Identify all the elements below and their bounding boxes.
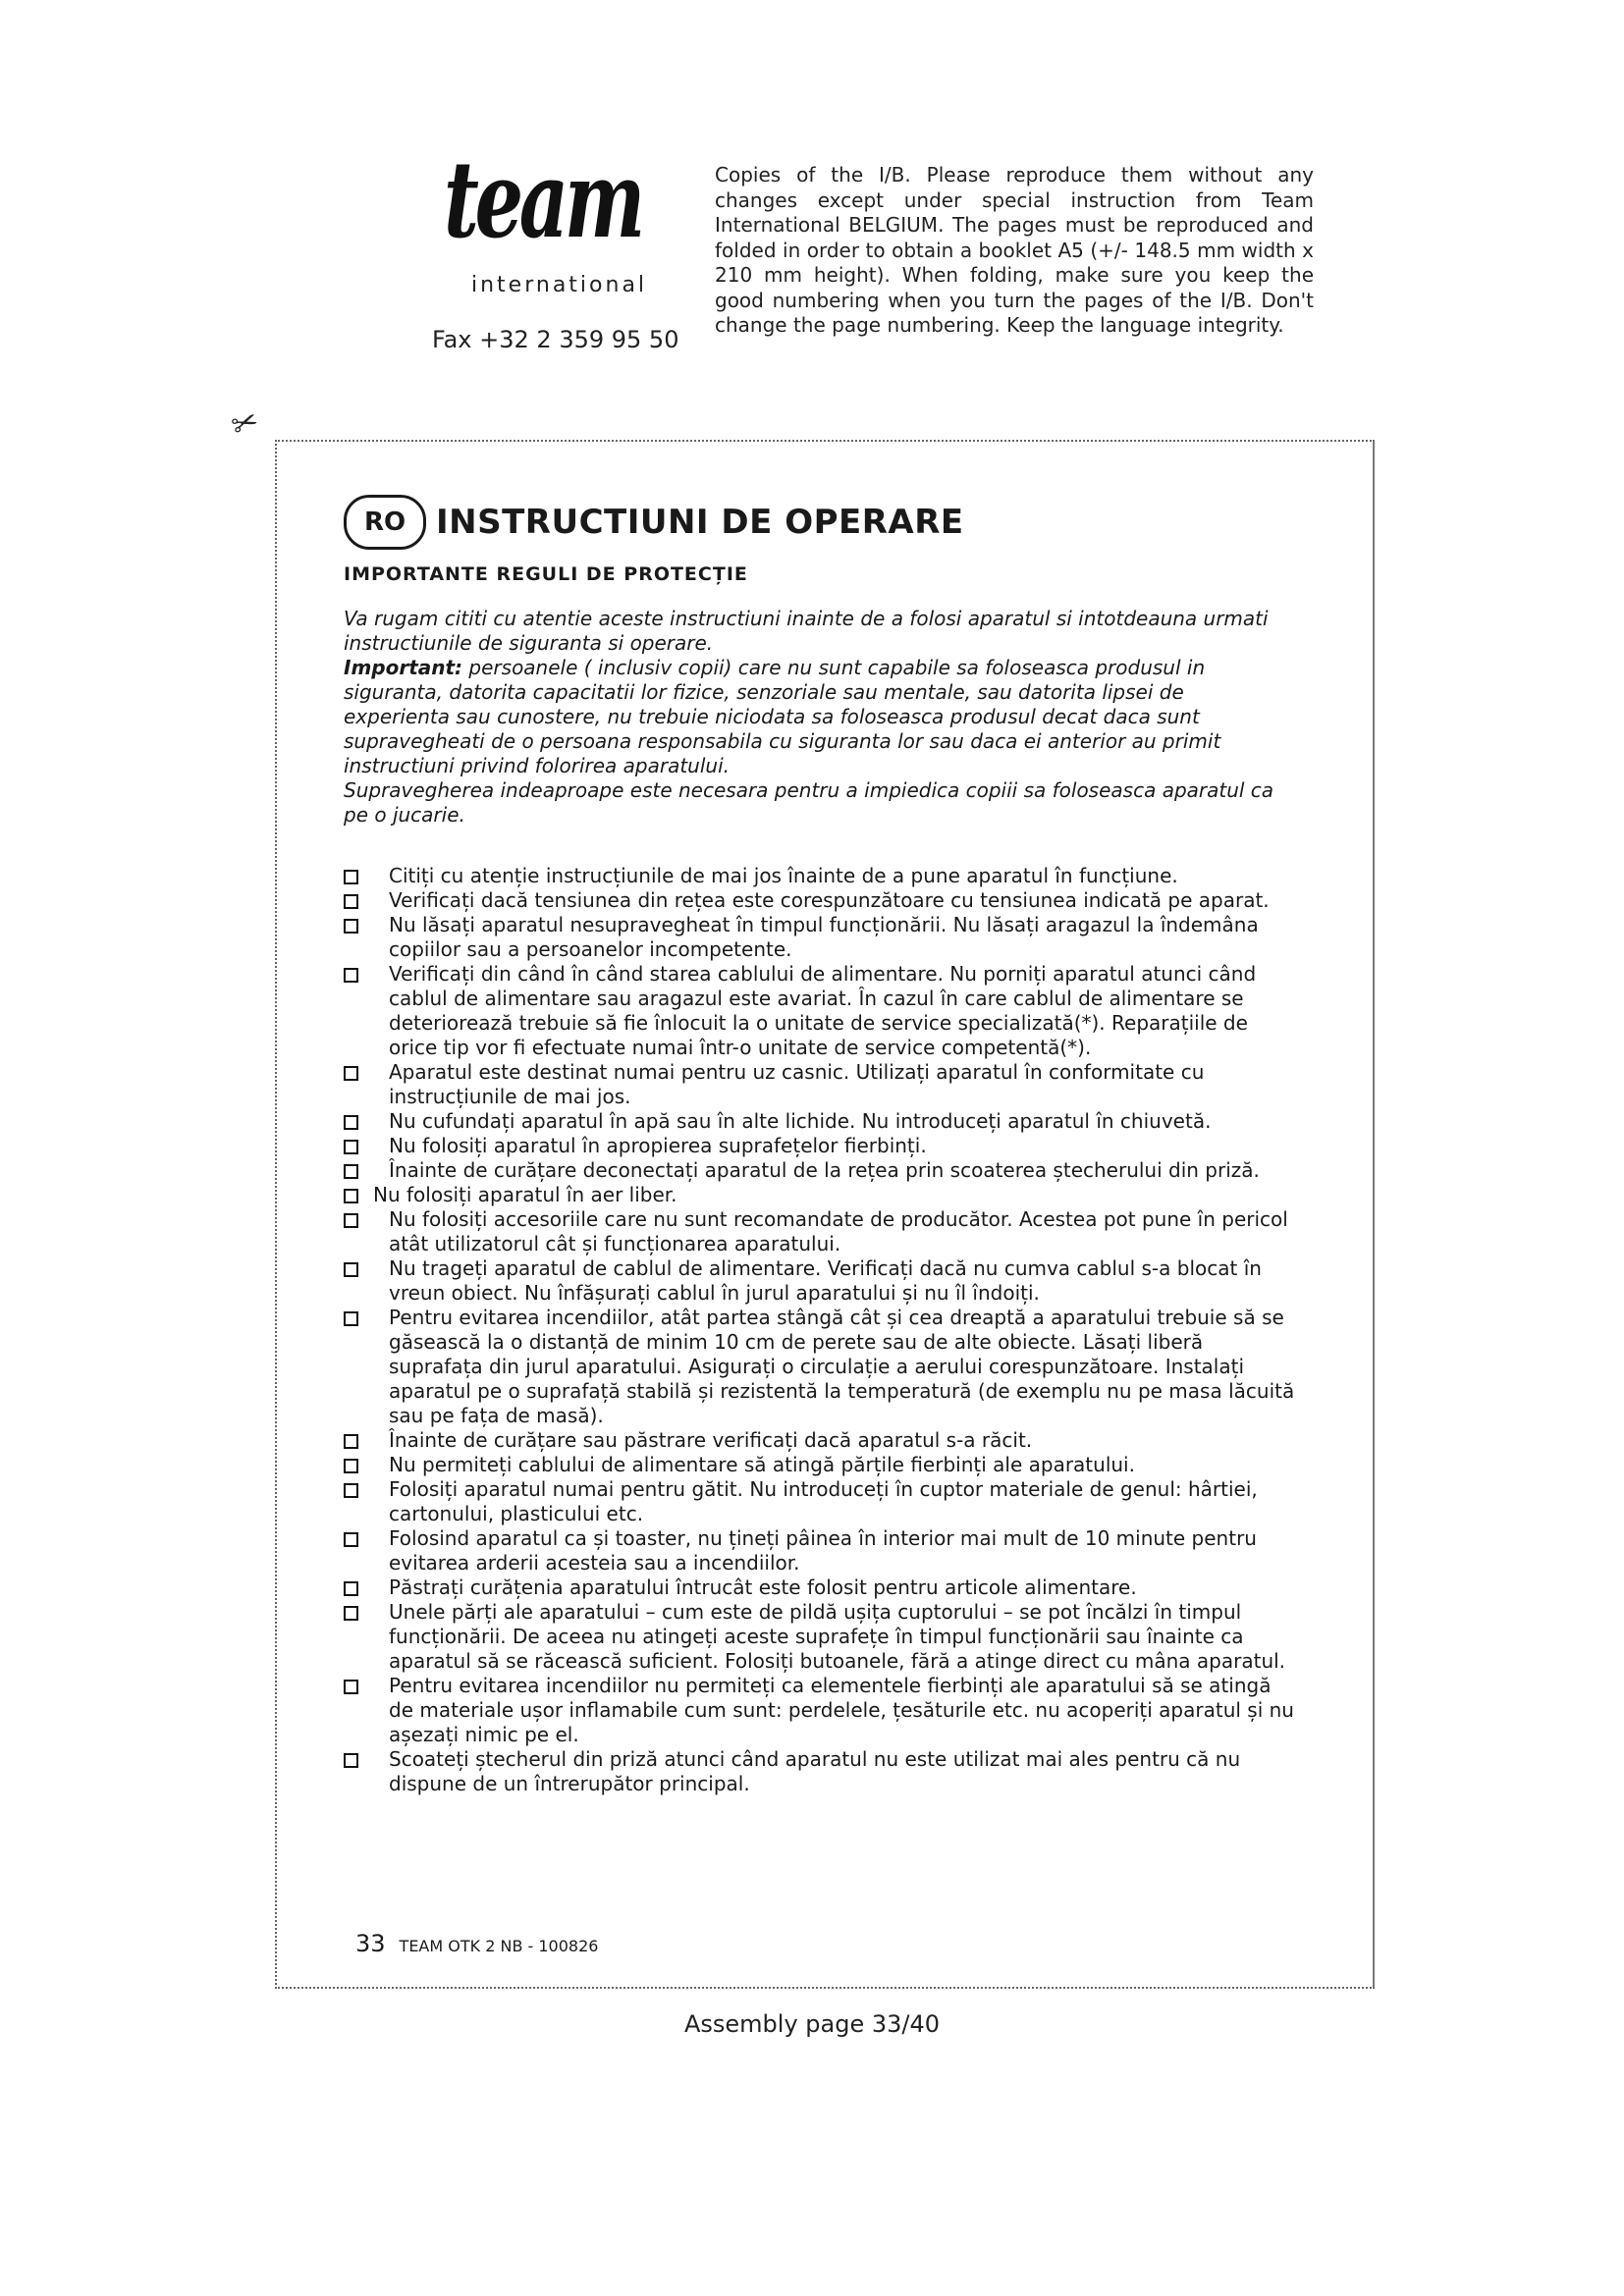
checkbox-icon — [344, 1213, 358, 1228]
checkbox-icon — [344, 1532, 358, 1547]
rule-text: Păstrați curățenia aparatului întrucât este folosit pentru articole alimentare. — [389, 1575, 1137, 1599]
checkbox-icon — [344, 870, 358, 884]
list-item — [344, 1306, 1296, 1428]
checkbox-icon — [344, 968, 358, 983]
rule-text: Folosind aparatul ca și toaster, nu țineți pâinea în interior mai mult de 10 minute pentru evitarea arderii acesteia sau a incendiilor. — [389, 1526, 1257, 1575]
list-item — [344, 1747, 1296, 1796]
checkbox-icon — [344, 1164, 358, 1179]
team-international-logo — [432, 138, 648, 299]
list-item — [344, 1207, 1296, 1256]
checkbox-icon — [344, 1483, 358, 1498]
checkbox-icon — [344, 1262, 358, 1277]
checkbox-icon — [344, 919, 358, 934]
rule-text: Nu lăsați aparatul nesupravegheat în timpul funcționării. Nu lăsați aragazul la îndemâna copiilor sau a persoanelor incompetente. — [389, 913, 1259, 961]
logo-wordmark: team — [444, 138, 641, 262]
checkbox-icon — [344, 894, 358, 909]
intro-paragraph-2 — [344, 656, 1276, 778]
list-item — [344, 1158, 1296, 1183]
list-item — [344, 1256, 1296, 1306]
rule-text: Pentru evitarea incendiilor, atât partea stângă cât și cea dreaptă a aparatului trebuie să se găsească la o distanță de minim 10 cm de perete sau de alte obiecte. Lăsați liberă suprafața din jurul aparatului. Asigurați o circulație a aerului corespunzătoare. Instalați aparatul pe o suprafață stabilă și rezistentă la temperatură (de exemplu nu pe masa lăcuită sau pe fața de masă). — [389, 1306, 1295, 1427]
safety-rules-list — [344, 864, 1296, 1796]
rule-text: Nu folosiți aparatul în apropierea suprafețelor fierbinți. — [389, 1134, 927, 1157]
intro-text — [344, 607, 1276, 828]
list-item — [344, 1477, 1296, 1526]
list-item — [344, 1600, 1296, 1674]
intro-paragraph-1: Va rugam cititi cu atentie aceste instructiuni inainte de a folosi aparatul si intotdeauna urmati instructiunile de siguranta si operare. — [344, 607, 1269, 655]
logo-subtitle: international — [471, 273, 648, 297]
checkbox-icon — [344, 1581, 358, 1596]
list-item — [344, 1060, 1296, 1109]
page-title-row — [344, 493, 964, 552]
checkbox-icon — [344, 1753, 358, 1768]
rule-text: Unele părți ale aparatului – cum este de pildă ușița cuptorului – se pot încălzi în timpul funcționării. De aceea nu atingeți aceste suprafețe în timpul funcționării sau înainte ca aparatul să se răcească suficient. Folosiți butoanele, fără a atinge direct cu mâna aparatul. — [389, 1600, 1286, 1673]
page-number: 33 — [355, 1930, 386, 1957]
list-item — [344, 1526, 1296, 1575]
rule-text: Aparatul este destinat numai pentru uz casnic. Utilizați aparatul în conformitate cu instrucțiunile de mai jos. — [389, 1060, 1205, 1108]
language-badge: RO — [344, 495, 426, 550]
assembly-page-label: Assembly page 33/40 — [683, 2010, 941, 2038]
rule-text: Nu folosiți aparatul în aer liber. — [373, 1183, 677, 1206]
checkbox-icon — [344, 1606, 358, 1621]
checkbox-icon — [344, 1115, 358, 1130]
rule-text: Citiți cu atenție instrucțiunile de mai jos înainte de a pune aparatul în funcțiune. — [389, 864, 1178, 887]
fax-number: Fax +32 2 359 95 50 — [432, 326, 679, 353]
list-item — [344, 1453, 1296, 1477]
rule-text: Verificați dacă tensiunea din rețea este corespunzătoare cu tensiunea indicată pe aparat. — [389, 888, 1270, 912]
checkbox-icon — [344, 1311, 358, 1326]
list-item — [344, 1134, 1296, 1158]
list-item — [344, 1674, 1296, 1747]
rule-text: Verificați din când în când starea cablului de alimentare. Nu porniți aparatul atunci când cablul de alimentare sau aragazul este avariat. În cazul în care cablul de alimentare se deteriorează trebuie să fie înlocuit la o unitate de service specializată(*). Reparațiile de orice tip vor fi efectuate numai într-o unitate de service competentă(*). — [389, 962, 1257, 1059]
important-text: persoanele ( inclusiv copii) care nu sunt capabile sa foloseasca produsul in siguranta, datorita capacitatii lor fizice, senzoriale sau mentale, sau datorita lipsei de experienta sau cunostere, nu trebuie niciodata sa foloseasca produsul decat daca sunt supravegheati de o persoana responsabila cu siguranta lor sau daca ei anterior au primit instructiuni privind folorirea aparatului. — [344, 656, 1221, 777]
rule-text: Nu cufundați aparatul în apă sau în alte lichide. Nu introduceți aparatul în chiuvetă. — [389, 1109, 1212, 1133]
checkbox-icon — [344, 1434, 358, 1449]
checkbox-icon — [344, 1680, 358, 1694]
list-item — [344, 864, 1296, 888]
list-item — [344, 913, 1296, 962]
rule-text: Nu trageți aparatul de cablul de alimentare. Verificați dacă nu cumva cablul s-a blocat în vreun obiect. Nu înfășurați cablul în jurul aparatului și nu îl îndoiți. — [389, 1256, 1262, 1305]
document-code: TEAM OTK 2 NB - 100826 — [399, 1937, 599, 1955]
rule-text: Nu permiteți cablului de alimentare să atingă părțile fierbinți ale aparatului. — [389, 1453, 1135, 1476]
checkbox-icon — [344, 1140, 358, 1154]
rule-text: Pentru evitarea incendiilor nu permiteți ca elementele fierbinți ale aparatului să se atingă de materiale ușor inflamabile cum sunt: perdelele, țesăturile etc. nu acoperiți aparatul și nu așezați nimic pe el. — [389, 1674, 1294, 1746]
scissors-icon: ✂ — [226, 400, 264, 446]
section-heading: IMPORTANTE REGULI DE PROTECȚIE — [344, 563, 748, 585]
checkbox-icon — [344, 1066, 358, 1081]
intro-paragraph-3: Supravegherea indeaproape este necesara pentru a impiedica copiii sa foloseasca aparatul ca pe o jucarie. — [344, 778, 1274, 827]
rule-text: Scoateți ștecherul din priză atunci când aparatul nu este utilizat mai ales pentru că nu dispune de un întrerupător principal. — [389, 1747, 1241, 1795]
page-footer — [355, 1930, 598, 1957]
list-item — [344, 888, 1296, 913]
important-label: Important: — [344, 656, 463, 679]
list-item — [344, 1109, 1296, 1134]
checkbox-icon — [344, 1189, 358, 1203]
rule-text: Nu folosiți accesoriile care nu sunt recomandate de producător. Acestea pot pune în pericol atât utilizatorul cât și funcționarea aparatului. — [389, 1207, 1288, 1255]
list-item — [344, 1575, 1296, 1600]
reproduction-notice: Copies of the I/B. Please reproduce them without any changes except under special instruction from Team International BELGIUM. The pages must be reproduced and folded in order to obtain a booklet A5 (+/- 148.5 mm width x 210 mm height). When folding, make sure you keep the good numbering when you turn the pages of the I/B. Don't change the page numbering. Keep the language integrity. — [715, 163, 1314, 337]
list-item — [344, 962, 1296, 1060]
checkbox-icon — [344, 1459, 358, 1473]
rule-text: Înainte de curățare sau păstrare verificați dacă aparatul s-a răcit. — [389, 1428, 1033, 1452]
rule-text: Folosiți aparatul numai pentru gătit. Nu introduceți în cuptor materiale de genul: hârtiei, cartonului, plasticului etc. — [389, 1477, 1258, 1525]
list-item — [344, 1428, 1296, 1453]
list-item — [344, 1183, 1296, 1207]
rule-text: Înainte de curățare deconectați aparatul de la rețea prin scoaterea ștecherului din priză. — [389, 1158, 1260, 1182]
page-title: INSTRUCTIUNI DE OPERARE — [436, 503, 964, 542]
